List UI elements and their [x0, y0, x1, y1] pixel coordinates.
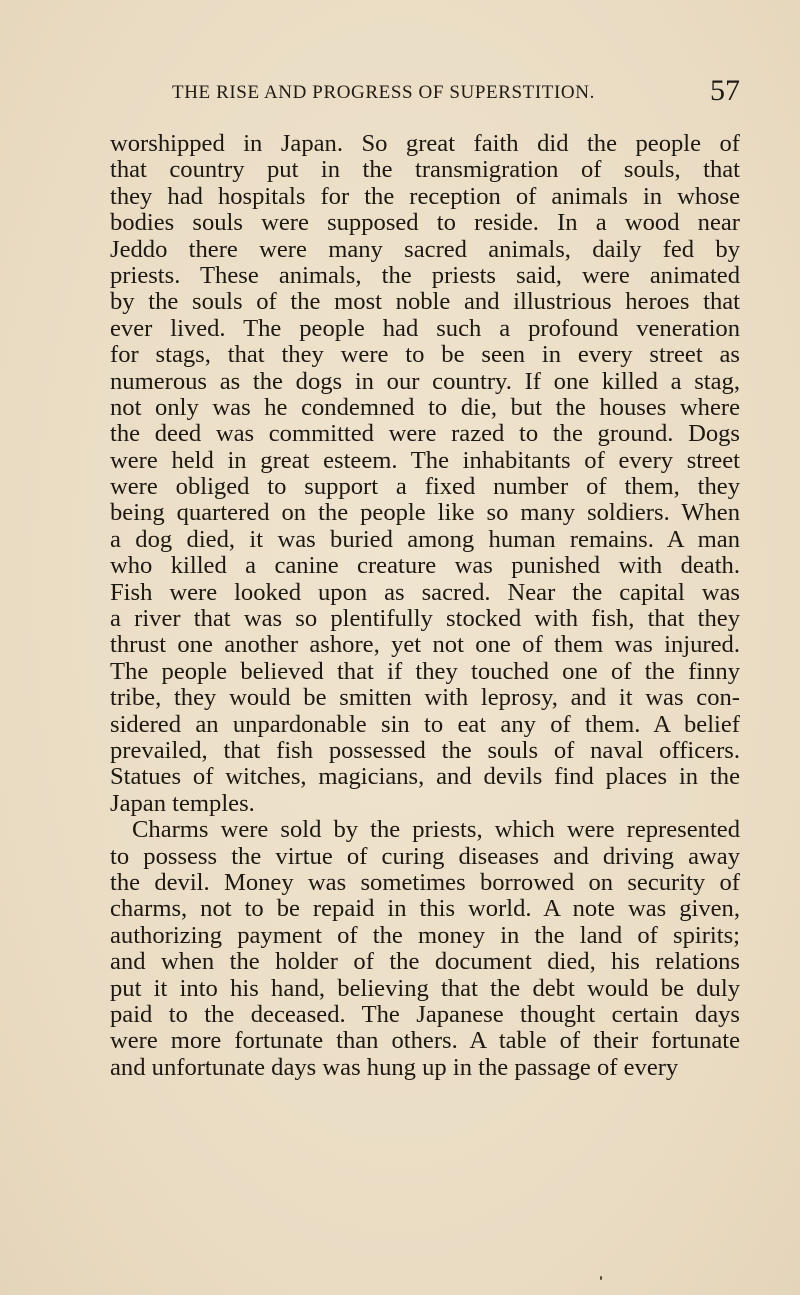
text-line: Fish were looked upon as sacred. Near the capital was — [110, 578, 740, 606]
text-line: worshipped in Japan. So great faith did the people of — [110, 130, 740, 157]
text-line: were more fortunate than others. A table of their fortunate — [110, 1027, 740, 1055]
text-line: the deed was committed were razed to the ground. Dogs — [110, 420, 740, 448]
text-line: by the souls of the most noble and illustrious heroes that — [110, 288, 740, 316]
text-line: that country put in the transmigration of souls, that — [110, 156, 740, 184]
text-line: were obliged to support a fixed number of them, they — [110, 473, 740, 501]
text-line: priests. These animals, the priests said, were animated — [110, 261, 740, 289]
text-line: Japan temples. — [110, 789, 255, 817]
text-line: who killed a canine creature was punished with death. — [110, 552, 740, 580]
text-line: put it into his hand, believing that the debt would be duly — [110, 974, 740, 1002]
paragraph — [110, 131, 740, 817]
text-line: charms, not to be repaid in this world. A note was given, — [110, 895, 740, 923]
text-line: a dog died, it was buried among human remains. A man — [110, 525, 740, 553]
running-title: THE RISE AND PROGRESS OF SUPERSTITION. — [172, 82, 595, 103]
text-line: were held in great esteem. The inhabitants of every street — [110, 446, 740, 474]
text-line: and unfortunate days was hung up in the passage of every — [110, 1053, 679, 1081]
running-header — [160, 74, 740, 108]
body-text — [110, 131, 740, 1081]
text-line: tribe, they would be smitten with leprosy, and it was con- — [110, 684, 740, 712]
text-line: and when the holder of the document died, his relations — [110, 948, 740, 976]
text-line: bodies souls were supposed to reside. In a wood near — [110, 209, 740, 237]
text-line: prevailed, that fish possessed the souls of naval officers. — [110, 736, 740, 764]
text-line: for stags, that they were to be seen in every street as — [110, 341, 740, 369]
text-line: being quartered on the people like so many soldiers. When — [110, 499, 740, 527]
text-line: a river that was so plentifully stocked with fish, that they — [110, 605, 740, 633]
text-line: to possess the virtue of curing diseases and driving away — [110, 842, 740, 870]
text-line: Statues of witches, magicians, and devils find places in the — [110, 763, 740, 791]
text-line: numerous as the dogs in our country. If one killed a stag, — [110, 367, 740, 395]
text-line: authorizing payment of the money in the land of spirits; — [110, 921, 740, 949]
text-line: paid to the deceased. The Japanese thought certain days — [110, 1000, 740, 1028]
page-number: 57 — [710, 74, 740, 107]
text-line: ever lived. The people had such a profound veneration — [110, 314, 740, 342]
text-line: sidered an unpardonable sin to eat any of them. A belief — [110, 710, 740, 738]
text-line: they had hospitals for the reception of animals in whose — [110, 182, 740, 210]
text-line: Jeddo there were many sacred animals, daily fed by — [110, 235, 740, 263]
text-line: The people believed that if they touched one of the finny — [110, 657, 740, 685]
text-line: thrust one another ashore, yet not one of them was injured. — [110, 631, 740, 659]
text-line: the devil. Money was sometimes borrowed on security of — [110, 868, 740, 896]
text-line: not only was he condemned to die, but the houses where — [110, 393, 740, 421]
paragraph — [110, 817, 740, 1081]
text-line: Charms were sold by the priests, which were represented — [132, 816, 740, 844]
print-speck — [600, 1276, 602, 1280]
